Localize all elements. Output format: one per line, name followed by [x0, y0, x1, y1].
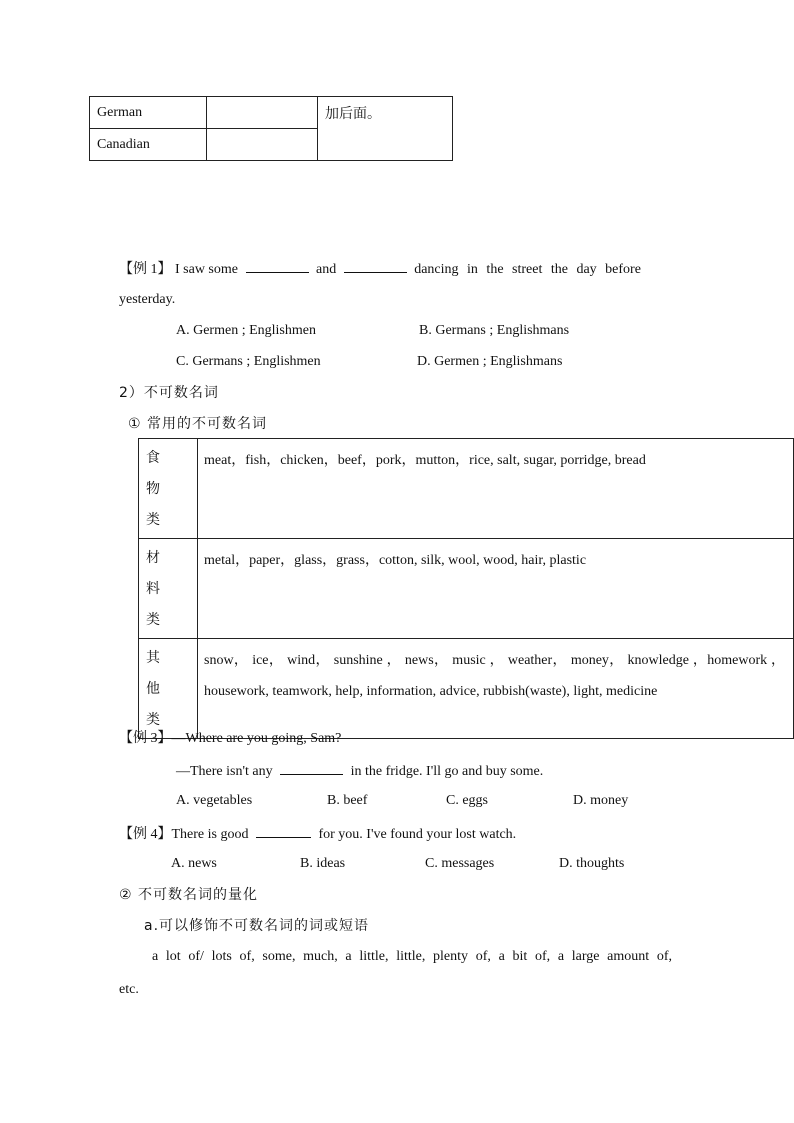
category-words: snow， ice， wind， sunshine ， news， music ， weather， money， knowledge ，homework ， housework, teamwork, help, information, advice, rubbish(waste), light, medicine — [198, 639, 794, 739]
table-row — [139, 639, 794, 739]
table-cell-note: 加后面。 — [318, 97, 453, 161]
question-text: for you. I've found your lost watch. — [318, 827, 517, 842]
section-heading: ② 不可数名词的量化 — [119, 887, 259, 903]
quantifier-list: a lot of/ lots of, some, much, a little, little, plenty of, a bit of, a large amount of, — [152, 949, 672, 964]
option-a[interactable]: A. Germen ; Englishmen — [176, 323, 316, 338]
table-cell-plural — [207, 97, 318, 129]
answer-blank[interactable] — [280, 760, 343, 775]
example3-answer — [176, 760, 543, 782]
table-cell-word: Canadian — [90, 129, 207, 161]
option-d[interactable]: D. money — [573, 793, 629, 808]
example-label: 【例 3】 — [119, 731, 172, 746]
example1-question — [119, 258, 672, 280]
nationality-table — [89, 96, 453, 161]
example4-question — [119, 823, 516, 845]
table-row — [90, 97, 453, 129]
answer-blank[interactable] — [256, 823, 311, 838]
option-c[interactable]: C. messages — [425, 856, 495, 871]
option-a[interactable]: A. news — [171, 856, 217, 871]
question-text: I saw some — [175, 262, 238, 277]
option-b[interactable]: B. ideas — [300, 856, 346, 871]
category-label: 材料类 — [139, 539, 198, 639]
example-label: 【例 4】 — [119, 827, 172, 842]
question-text: There is good — [171, 827, 249, 842]
uncountable-nouns-table — [138, 438, 794, 739]
category-label: 其他类 — [139, 639, 198, 739]
option-b[interactable]: B. Germans ; Englishmans — [419, 323, 570, 338]
question-text: —There isn't any — [176, 764, 273, 779]
question-text: —Where are you going, Sam? — [171, 731, 342, 746]
category-words: meat，fish，chicken，beef，pork，mutton，rice, salt, sugar, porridge, bread — [198, 439, 794, 539]
option-c[interactable]: C. eggs — [446, 793, 488, 808]
option-b[interactable]: B. beef — [327, 793, 368, 808]
category-words: metal，paper，glass，grass，cotton, silk, wool, wood, hair, plastic — [198, 539, 794, 639]
question-text: in the fridge. I'll go and buy some. — [350, 764, 544, 779]
option-a[interactable]: A. vegetables — [176, 793, 253, 808]
option-d[interactable]: D. thoughts — [559, 856, 625, 871]
option-c[interactable]: C. Germans ; Englishmen — [176, 354, 321, 369]
answer-blank[interactable] — [344, 258, 407, 273]
example1-question-cont: yesterday. — [119, 292, 176, 307]
option-d[interactable]: D. Germen ; Englishmans — [417, 354, 563, 369]
question-text: and — [316, 262, 337, 277]
section-heading: 2）不可数名词 — [119, 385, 219, 401]
subsection-heading: ① 常用的不可数名词 — [128, 416, 268, 432]
category-label: 食物类 — [139, 439, 198, 539]
table-cell-plural — [207, 129, 318, 161]
example-label: 【例 1】 — [119, 262, 172, 277]
subsection-heading: a.可以修饰不可数名词的词或短语 — [144, 918, 370, 934]
table-row — [139, 439, 794, 539]
quantifier-list-cont: etc. — [119, 982, 139, 997]
table-row — [139, 539, 794, 639]
example3-question — [119, 729, 341, 749]
question-text: dancing in the street the day before — [414, 262, 641, 277]
table-cell-word: German — [90, 97, 207, 129]
answer-blank[interactable] — [246, 258, 309, 273]
